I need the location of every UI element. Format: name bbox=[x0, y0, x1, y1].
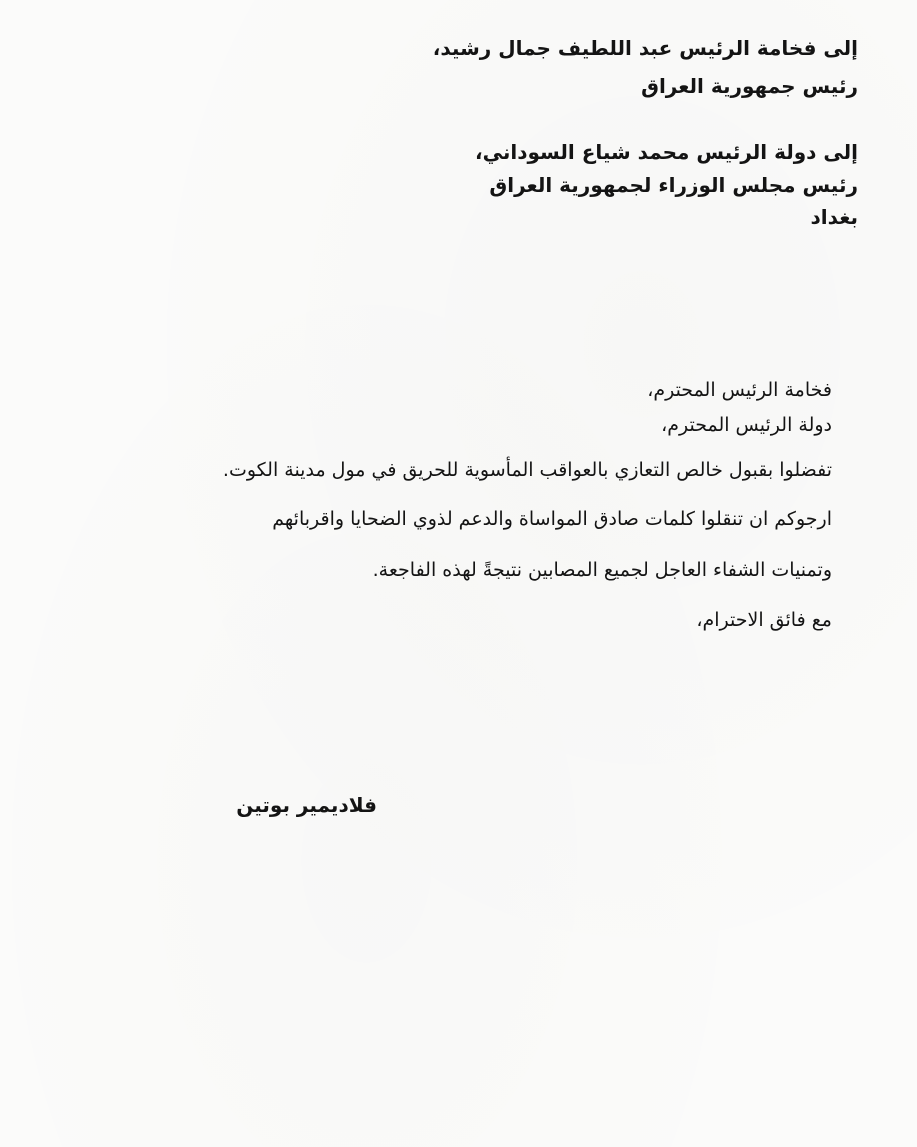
salutation-president: فخامة الرئيس المحترم، bbox=[647, 379, 832, 401]
recipient-pm-title: رئيس مجلس الوزراء لجمهورية العراق bbox=[489, 173, 858, 197]
support-paragraph-line-2: وتمنيات الشفاء العاجل لجميع المصابين نتيجةً لهذه الفاجعة. bbox=[372, 559, 832, 581]
recipient-president-title: رئيس جمهورية العراق bbox=[641, 74, 858, 98]
closing-line: مع فائق الاحترام، bbox=[696, 609, 832, 631]
salutation-pm: دولة الرئيس المحترم، bbox=[661, 414, 832, 436]
recipient-president-line: إلى فخامة الرئيس عبد اللطيف جمال رشيد، bbox=[432, 36, 858, 60]
condolence-paragraph: تفضلوا بقبول خالص التعازي بالعواقب المأسوية للحريق في مول مدينة الكوت. bbox=[222, 459, 832, 481]
support-paragraph-line-1: ارجوكم ان تنقلوا كلمات صادق المواساة والدعم لذوي الضحايا واقربائهم bbox=[272, 508, 832, 530]
recipient-pm-line: إلى دولة الرئيس محمد شياع السوداني، bbox=[475, 140, 858, 164]
signature-name: فلاديمير بوتين bbox=[236, 793, 377, 817]
recipient-city: بغداد bbox=[810, 205, 858, 229]
